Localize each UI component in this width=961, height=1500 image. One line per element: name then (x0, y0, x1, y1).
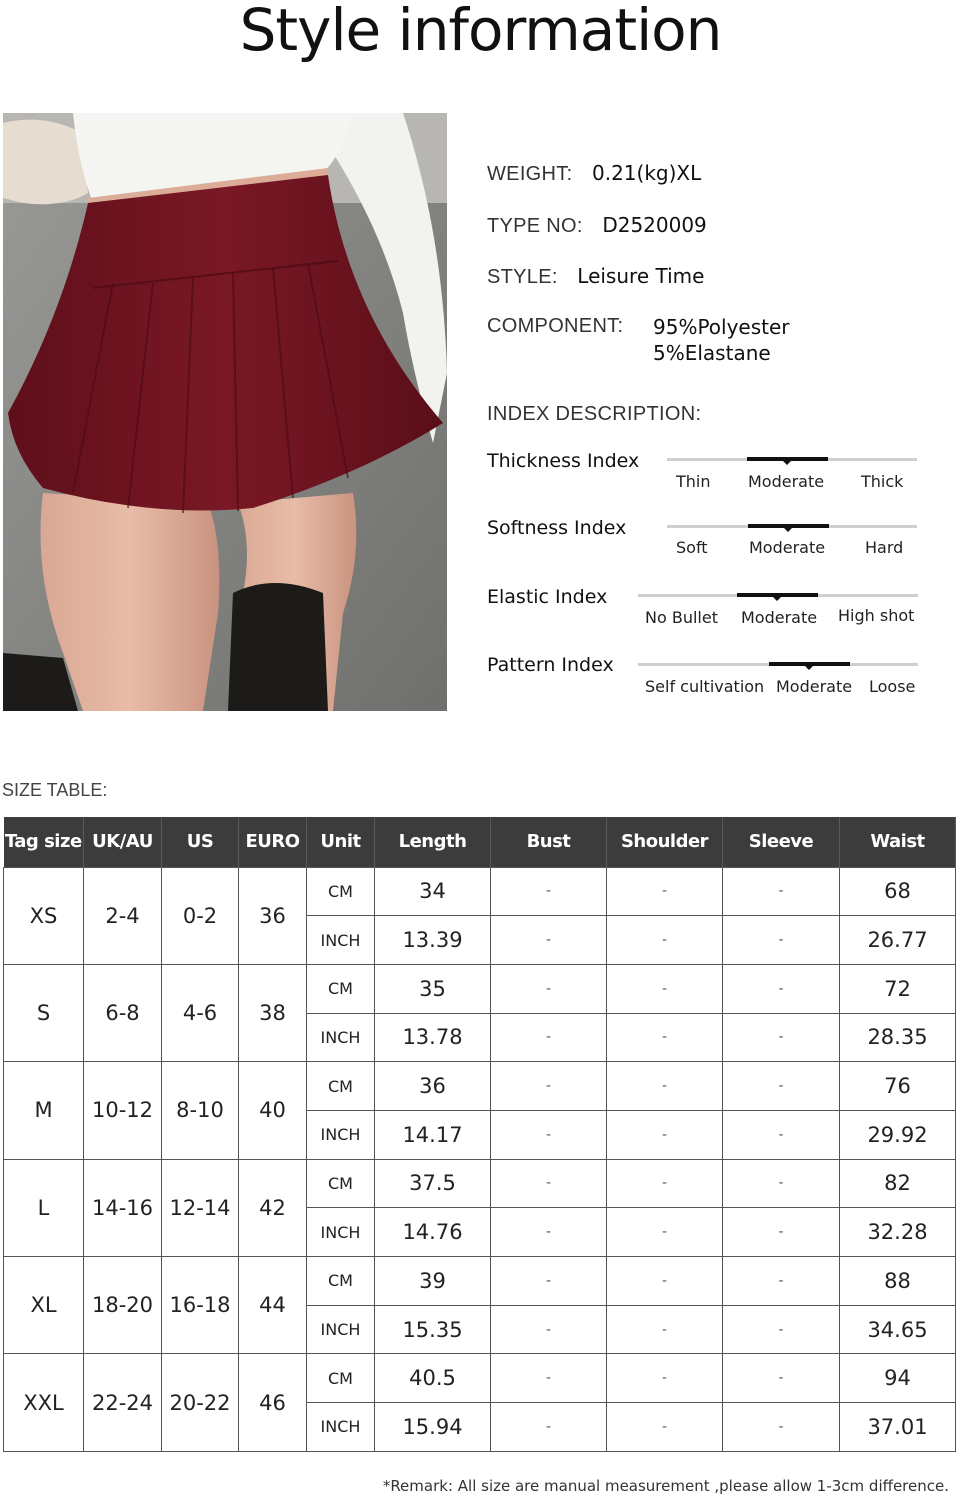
style-value: Leisure Time (577, 264, 705, 288)
pattern-pointer-icon (805, 666, 813, 670)
weight-row (487, 161, 701, 186)
style-row (487, 264, 704, 289)
length-cell: 36 (375, 1062, 491, 1111)
page-title: Style information (239, 0, 722, 64)
unit-cell: CM (307, 1354, 375, 1403)
bust-cell: - (491, 1305, 607, 1354)
header-unit: Unit (307, 817, 375, 867)
length-cell: 14.76 (375, 1208, 491, 1257)
size-table-header-row (4, 817, 956, 867)
unit-cell: CM (307, 1257, 375, 1306)
sleeve-cell: - (723, 1110, 840, 1159)
shoulder-cell: - (607, 1062, 723, 1111)
shoulder-cell: - (607, 1257, 723, 1306)
thickness-pointer-icon (783, 461, 791, 465)
pattern-option-self-cultivation: Self cultivation (645, 677, 765, 696)
us-cell: 16-18 (162, 1257, 239, 1354)
bust-cell: - (491, 916, 607, 965)
length-cell: 14.17 (375, 1110, 491, 1159)
waist-cell: 34.65 (840, 1305, 956, 1354)
sleeve-cell: - (723, 964, 840, 1013)
shoulder-cell: - (607, 1110, 723, 1159)
bust-cell: - (491, 964, 607, 1013)
length-cell: 39 (375, 1257, 491, 1306)
header-sleeve: Sleeve (723, 817, 840, 867)
tag-size-cell: XS (4, 867, 84, 964)
sleeve-cell: - (723, 1403, 840, 1452)
sleeve-cell: - (723, 1257, 840, 1306)
uk-au-cell: 10-12 (84, 1062, 162, 1159)
unit-cell: CM (307, 867, 375, 916)
style-label: STYLE: (487, 266, 558, 288)
us-cell: 0-2 (162, 867, 239, 964)
waist-cell: 68 (840, 867, 956, 916)
tag-size-cell: XXL (4, 1354, 84, 1451)
bust-cell: - (491, 1208, 607, 1257)
type-no-row (487, 213, 707, 238)
sleeve-cell: - (723, 916, 840, 965)
header-uk-au: UK/AU (84, 817, 162, 867)
waist-cell: 29.92 (840, 1110, 956, 1159)
waist-cell: 82 (840, 1159, 956, 1208)
unit-cell: INCH (307, 1208, 375, 1257)
measurement-remark: *Remark: All size are manual measurement ,please allow 1-3cm difference. (382, 1477, 949, 1495)
length-cell: 37.5 (375, 1159, 491, 1208)
sleeve-cell: - (723, 1305, 840, 1354)
elastic-pointer-icon (773, 597, 781, 601)
us-cell: 4-6 (162, 964, 239, 1061)
tag-size-cell: M (4, 1062, 84, 1159)
us-cell: 20-22 (162, 1354, 239, 1451)
softness-pointer-icon (784, 528, 792, 532)
shoulder-cell: - (607, 1208, 723, 1257)
euro-cell: 38 (239, 964, 307, 1061)
unit-cell: CM (307, 1062, 375, 1111)
thickness-index-label: Thickness Index (487, 450, 640, 472)
index-description-heading: INDEX DESCRIPTION: (487, 403, 702, 425)
euro-cell: 42 (239, 1159, 307, 1256)
euro-cell: 36 (239, 867, 307, 964)
bust-cell: - (491, 1403, 607, 1452)
weight-value: 0.21(kg)XL (592, 161, 702, 185)
length-cell: 13.39 (375, 916, 491, 965)
waist-cell: 94 (840, 1354, 956, 1403)
sleeve-cell: - (723, 1208, 840, 1257)
header-shoulder: Shoulder (607, 817, 723, 867)
size-table-caption: SIZE TABLE: (2, 780, 108, 800)
shoulder-cell: - (607, 1013, 723, 1062)
unit-cell: INCH (307, 1305, 375, 1354)
length-cell: 13.78 (375, 1013, 491, 1062)
uk-au-cell: 2-4 (84, 867, 162, 964)
bust-cell: - (491, 1110, 607, 1159)
softness-option-soft: Soft (676, 538, 708, 557)
unit-cell: CM (307, 964, 375, 1013)
thickness-option-moderate: Moderate (748, 472, 825, 491)
shoulder-cell: - (607, 1403, 723, 1452)
softness-index-label: Softness Index (487, 517, 627, 539)
table-row (4, 1257, 956, 1306)
unit-cell: INCH (307, 916, 375, 965)
bust-cell: - (491, 1062, 607, 1111)
table-row (4, 1354, 956, 1403)
shoulder-cell: - (607, 1305, 723, 1354)
waist-cell: 88 (840, 1257, 956, 1306)
shoulder-cell: - (607, 867, 723, 916)
weight-label: WEIGHT: (487, 163, 573, 185)
uk-au-cell: 22-24 (84, 1354, 162, 1451)
bust-cell: - (491, 1159, 607, 1208)
type-no-value: D2520009 (602, 213, 707, 237)
us-cell: 12-14 (162, 1159, 239, 1256)
table-row (4, 1159, 956, 1208)
sleeve-cell: - (723, 1354, 840, 1403)
euro-cell: 40 (239, 1062, 307, 1159)
shoulder-cell: - (607, 1159, 723, 1208)
length-cell: 15.94 (375, 1403, 491, 1452)
component-value-1: 95%Polyester (653, 315, 790, 339)
sleeve-cell: - (723, 867, 840, 916)
bust-cell: - (491, 1354, 607, 1403)
thickness-option-thick: Thick (861, 472, 904, 491)
shoulder-cell: - (607, 1354, 723, 1403)
table-row (4, 1062, 956, 1111)
type-no-label: TYPE NO: (487, 215, 583, 237)
length-cell: 35 (375, 964, 491, 1013)
softness-option-hard: Hard (865, 538, 904, 557)
waist-cell: 76 (840, 1062, 956, 1111)
unit-cell: INCH (307, 1403, 375, 1452)
header-bust: Bust (491, 817, 607, 867)
euro-cell: 46 (239, 1354, 307, 1451)
table-row (4, 964, 956, 1013)
waist-cell: 28.35 (840, 1013, 956, 1062)
bust-cell: - (491, 1013, 607, 1062)
elastic-option-no-bullet: No Bullet (645, 608, 718, 627)
tag-size-cell: L (4, 1159, 84, 1256)
sleeve-cell: - (723, 1062, 840, 1111)
elastic-option-high-shot: High shot (838, 606, 915, 625)
waist-cell: 72 (840, 964, 956, 1013)
sleeve-cell: - (723, 1013, 840, 1062)
table-row (4, 867, 956, 916)
uk-au-cell: 6-8 (84, 964, 162, 1061)
bust-cell: - (491, 867, 607, 916)
uk-au-cell: 18-20 (84, 1257, 162, 1354)
waist-cell: 32.28 (840, 1208, 956, 1257)
thickness-option-thin: Thin (676, 472, 711, 491)
uk-au-cell: 14-16 (84, 1159, 162, 1256)
product-photo (3, 113, 447, 711)
size-table (3, 817, 956, 1452)
component-label: COMPONENT: (487, 315, 624, 337)
length-cell: 15.35 (375, 1305, 491, 1354)
softness-option-moderate: Moderate (749, 538, 826, 557)
elastic-index-label: Elastic Index (487, 586, 608, 608)
unit-cell: INCH (307, 1110, 375, 1159)
euro-cell: 44 (239, 1257, 307, 1354)
header-length: Length (375, 817, 491, 867)
component-value-2: 5%Elastane (653, 341, 771, 365)
shoulder-cell: - (607, 964, 723, 1013)
us-cell: 8-10 (162, 1062, 239, 1159)
header-waist: Waist (840, 817, 956, 867)
pattern-option-moderate: Moderate (776, 677, 853, 696)
header-tag-size: Tag size (4, 817, 84, 867)
tag-size-cell: S (4, 964, 84, 1061)
unit-cell: INCH (307, 1013, 375, 1062)
shoulder-cell: - (607, 916, 723, 965)
length-cell: 40.5 (375, 1354, 491, 1403)
tag-size-cell: XL (4, 1257, 84, 1354)
component-row (487, 315, 623, 338)
pattern-option-loose: Loose (869, 677, 916, 696)
header-us: US (162, 817, 239, 867)
unit-cell: CM (307, 1159, 375, 1208)
bust-cell: - (491, 1257, 607, 1306)
header-euro: EURO (239, 817, 307, 867)
waist-cell: 37.01 (840, 1403, 956, 1452)
skirt-model-illustration (3, 113, 447, 711)
pattern-index-label: Pattern Index (487, 654, 614, 676)
length-cell: 34 (375, 867, 491, 916)
elastic-option-moderate: Moderate (741, 608, 818, 627)
waist-cell: 26.77 (840, 916, 956, 965)
sleeve-cell: - (723, 1159, 840, 1208)
